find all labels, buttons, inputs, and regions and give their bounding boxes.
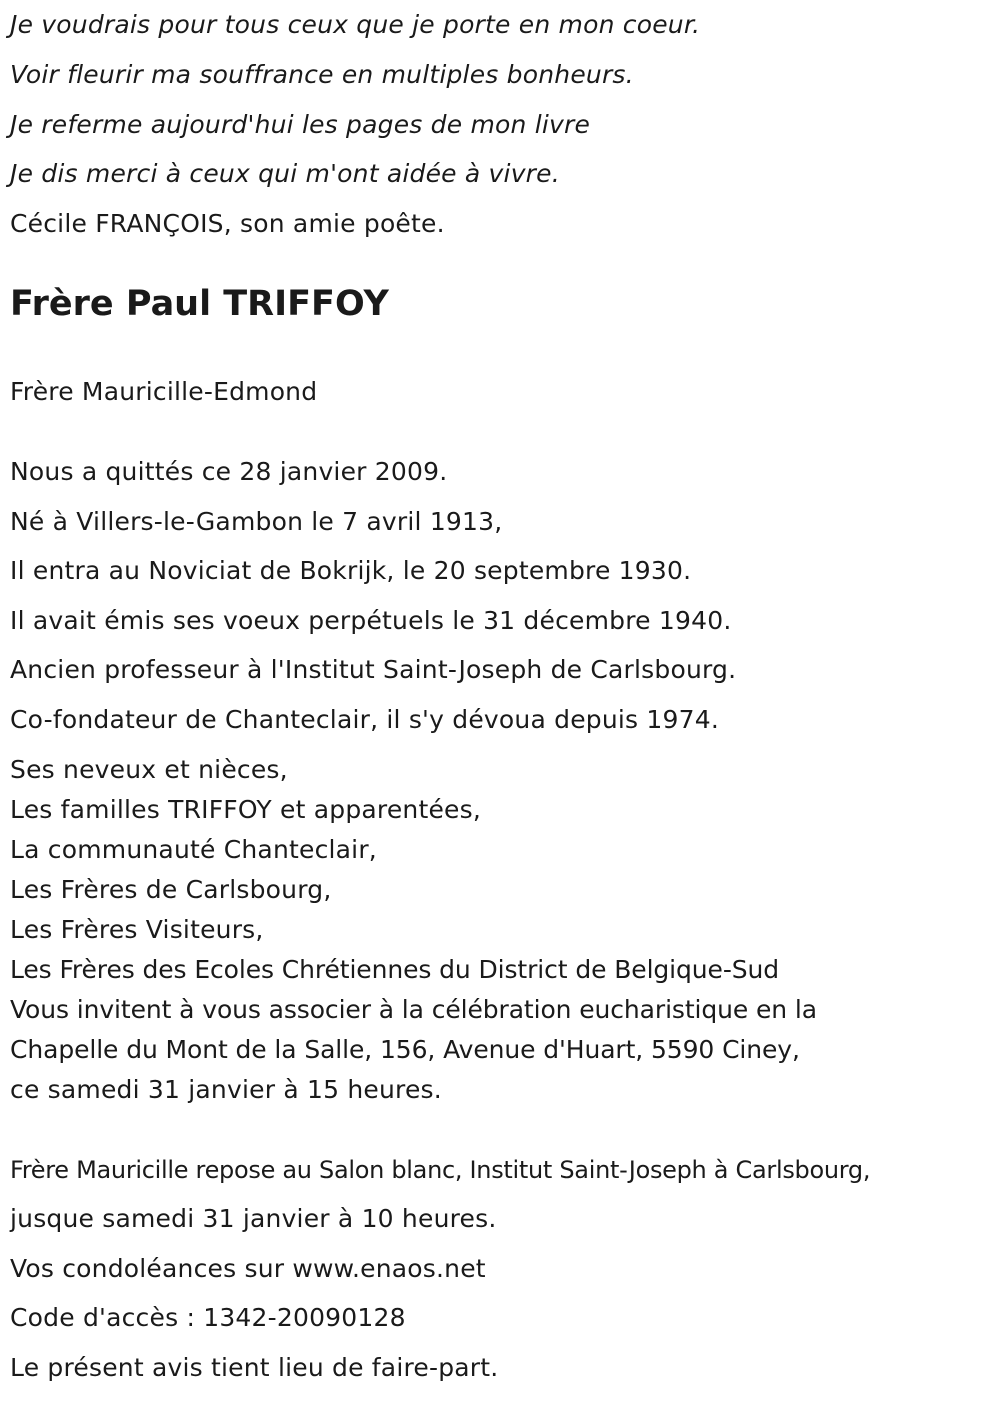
invitation-line-3: ce samedi 31 janvier à 15 heures.: [10, 1075, 442, 1104]
family-line-5: Les Frères Visiteurs,: [10, 915, 264, 944]
bio-line-2: Né à Villers-le-Gambon le 7 avril 1913,: [10, 507, 503, 536]
family-line-2: Les familles TRIFFOY et apparentées,: [10, 795, 482, 824]
poem-line-1: Je voudrais pour tous ceux que je porte en mon coeur.: [10, 10, 701, 39]
closing-line-1: Frère Mauricille repose au Salon blanc, Institut Saint-Joseph à Carlsbourg,: [10, 1156, 871, 1184]
poem-line-4: Je dis merci à ceux qui m'ont aidée à vivre.: [10, 159, 560, 188]
family-line-4: Les Frères de Carlsbourg,: [10, 875, 332, 904]
access-code: Code d'accès : 1342-20090128: [10, 1303, 406, 1332]
bio-line-3: Il entra au Noviciat de Bokrijk, le 20 septembre 1930.: [10, 556, 692, 585]
deceased-name-title: Frère Paul TRIFFOY: [10, 284, 389, 324]
closing-note: Le présent avis tient lieu de faire-part.: [10, 1353, 499, 1382]
closing-line-2: jusque samedi 31 janvier à 10 heures.: [10, 1204, 497, 1233]
bio-line-1: Nous a quittés ce 28 janvier 2009.: [10, 457, 448, 486]
poem-line-3: Je referme aujourd'hui les pages de mon livre: [10, 110, 591, 139]
invitation-line-2: Chapelle du Mont de la Salle, 156, Avenue d'Huart, 5590 Ciney,: [10, 1035, 800, 1064]
family-line-6: Les Frères des Ecoles Chrétiennes du District de Belgique-Sud: [10, 955, 780, 984]
invitation-line-1: Vous invitent à vous associer à la célébration eucharistique en la: [10, 995, 817, 1024]
family-line-3: La communauté Chanteclair,: [10, 835, 377, 864]
poem-author: Cécile FRANÇOIS, son amie poête.: [10, 209, 445, 238]
poem-line-2: Voir fleurir ma souffrance en multiples bonheurs.: [10, 60, 634, 89]
bio-line-4: Il avait émis ses voeux perpétuels le 31 décembre 1940.: [10, 606, 732, 635]
condolences-link[interactable]: Vos condoléances sur www.enaos.net: [10, 1254, 486, 1283]
bio-line-6: Co-fondateur de Chanteclair, il s'y dévoua depuis 1974.: [10, 705, 719, 734]
religious-name: Frère Mauricille-Edmond: [10, 377, 318, 406]
family-line-1: Ses neveux et nièces,: [10, 755, 288, 784]
bio-line-5: Ancien professeur à l'Institut Saint-Joseph de Carlsbourg.: [10, 655, 737, 684]
